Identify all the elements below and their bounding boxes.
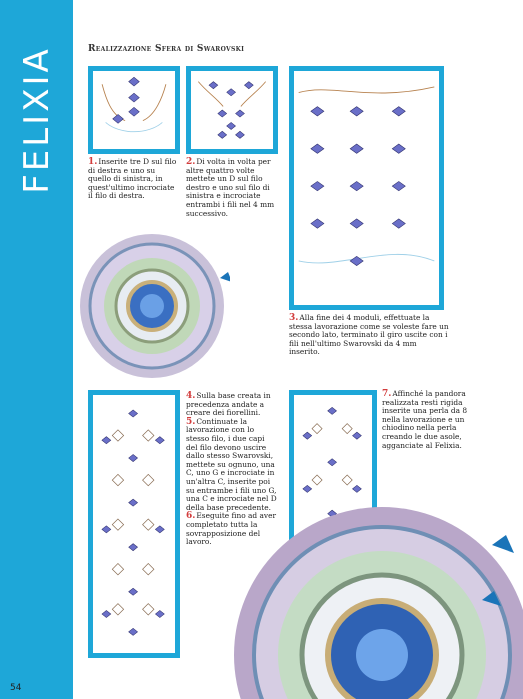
step-2 (186, 158, 280, 218)
diagram-step-3-drawing (294, 71, 439, 305)
diagram-step-1 (88, 66, 180, 154)
step-3-text: Alla fine dei 4 moduli, effettuate la stessa lavorazione come se voleste fare un secondo lato, terminato il giro uscite con i fili nell'ultimo Swarovski da 4 mm inserito. (289, 313, 449, 357)
step-1 (88, 158, 180, 201)
step-3 (289, 314, 449, 357)
step-4-text: Sulla base creata in precedenza andate a creare dei fiorellini. (186, 391, 271, 418)
pendant-photo-small (70, 220, 230, 390)
brand-text: FELIXIA (16, 46, 57, 194)
page-heading: Realizzazione Sfera di Swarovski (88, 44, 245, 54)
step-1-text: Inserite tre D sul filo di destra e uno su quello di sinistra, in quest'ultimo incrociate il filo di destra. (88, 157, 177, 201)
sidebar (0, 0, 73, 699)
step-7-text: Affinché la pandora realizzata resti rigida inserite una perla da 8 nella lavorazione e un chiodino nella perla creando le due asole, agganciate al Felixia. (382, 389, 468, 450)
step-7-number: 7. (382, 389, 392, 399)
diagram-step-2-drawing (191, 71, 273, 149)
step-2-number: 2. (186, 157, 196, 167)
step-6-number: 6. (186, 511, 196, 522)
step-7 (382, 390, 474, 450)
page-number: 54 (10, 683, 22, 693)
diagram-step-4-drawing (93, 395, 175, 653)
pendant-photo-large (232, 505, 523, 699)
step-2-text: Di volta in volta per altre quattro volte mettete un D sul filo destro e uno sul filo di sinistra e incrociate entrambi i fili nel 4 mm successivo. (186, 157, 275, 218)
step-4-number: 4. (186, 391, 196, 401)
diagram-step-4 (88, 390, 180, 658)
diagram-step-1-drawing (93, 71, 175, 149)
step-1-number: 1. (88, 157, 98, 167)
step-3-number: 3. (289, 313, 299, 323)
step-5-number: 5. (186, 416, 196, 427)
step-5-text: Continuate la lavorazione con lo stesso filo, i due capi del filo devono uscire dallo stesso Swarovski, mettete su ognuno, una C, uno G e incrociate in un'altra C, inserite poi su entrambe i fili uno G, una C e incrociate nel D della base precedente. (186, 416, 277, 512)
diagram-step-3 (289, 66, 444, 310)
brand-title (0, 40, 73, 200)
diagram-step-2 (186, 66, 278, 154)
step-6-text: Eseguite fino ad aver completato tutta la sovrapposizione del lavoro. (186, 511, 276, 547)
